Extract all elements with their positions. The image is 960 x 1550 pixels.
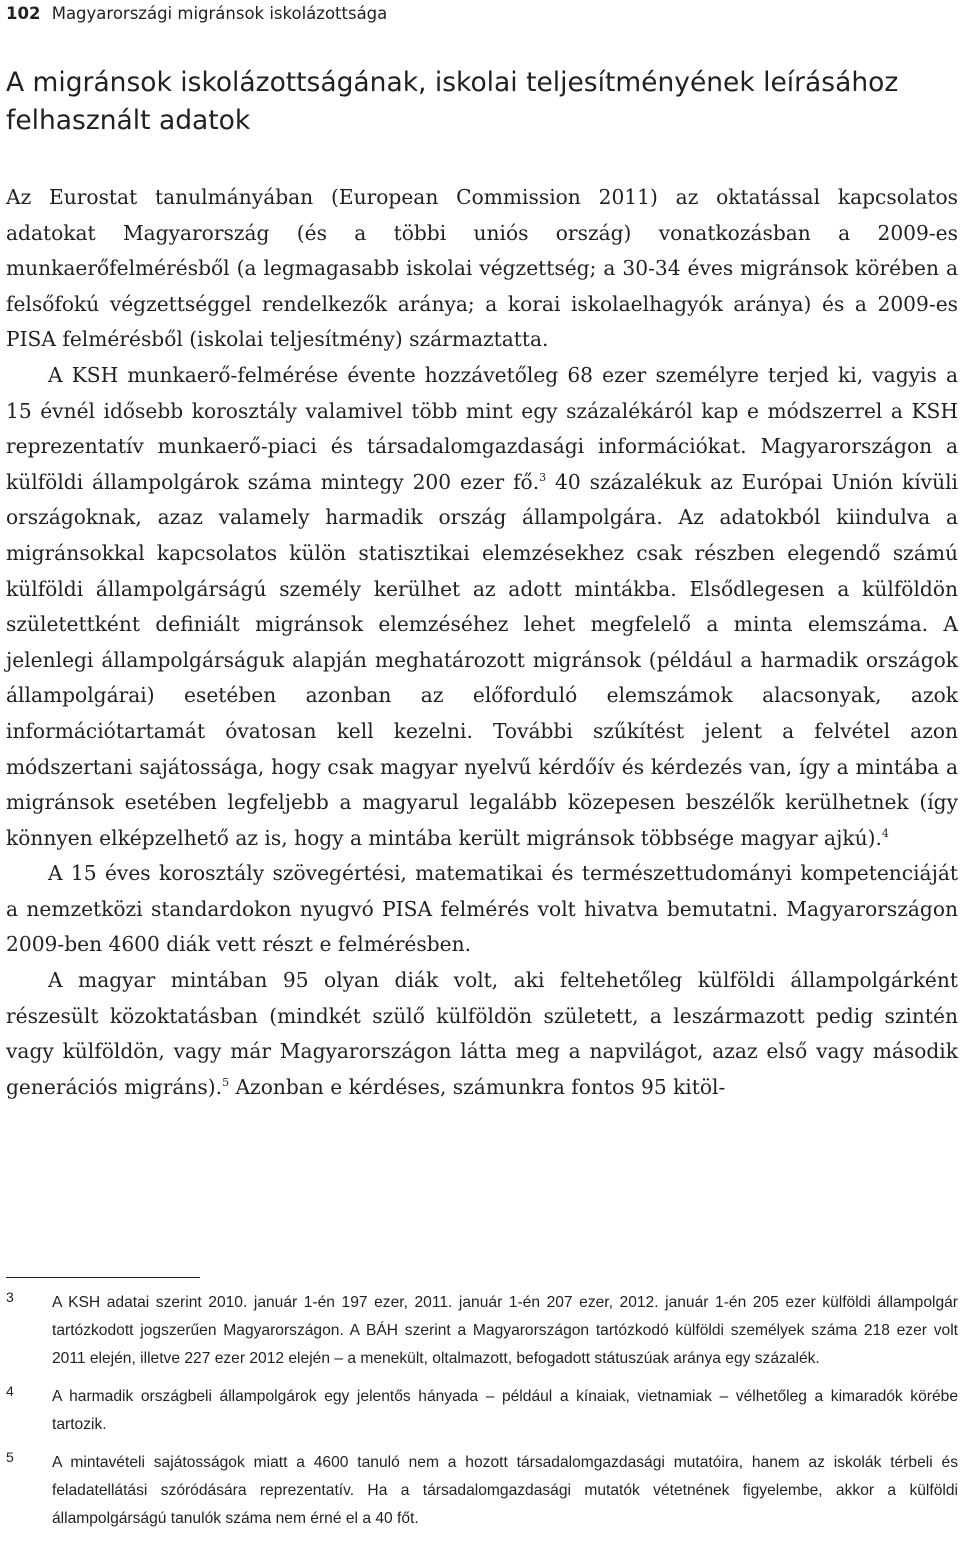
- footnote-5: [6, 1449, 958, 1533]
- footnote-text: A mintavételi sajátosságok miatt a 4600 tanuló nem a hozott társadalomgazdasági mutatóira, hanem az iskolák térbeli és feladatellátási szóródására reprezentatív. Ha a társadalomgazdasági mutatók vétetnének figyelembe, akkor a külföldi állampolgárságú tanulók száma nem érné el a 40 főt.: [52, 1454, 958, 1527]
- paragraph-2-text-b: 40 százalékuk az Európai Unión kívüli országoknak, azaz valamely harmadik ország állampolgára. Az adatokból kiindulva a migránsokkal kapcsolatos külön statisztikai elemzésekhez csak részben elegendő számú külföldi állampolgárságú személy kerülhet az adott mintákba. Elsődlegesen a külföldön születettként definiált migránsok elemzéséhez lehet megfelelő a minta elemszáma. A jelenlegi állampolgárságuk alapján meghatározott migránsok (például a harmadik országok állampolgárai) esetében azonban az előforduló elemszámok alacsonyak, azok információtartamát óvatosan kell kezelni. További szűkítést jelent a felvétel azon módszertani sajátossága, hogy csak magyar nyelvű kérdőív és kérdezés van, így a mintába a migránsok esetében legfeljebb a magyarul legalább közepesen beszélők kerülhetnek (így könnyen elképzelhető az is, hogy a mintába került migránsok többsége magyar ajkú).: [6, 469, 959, 850]
- running-header: [6, 3, 387, 25]
- footnote-number: 3: [6, 1289, 14, 1305]
- footnote-4: [6, 1383, 958, 1439]
- running-title: Magyarországi migránsok iskolázottsága: [51, 4, 388, 23]
- footnote-number: 5: [6, 1449, 14, 1465]
- paragraph-1: Az Eurostat tanulmányában (European Commission 2011) az oktatással kapcsolatos adatokat Magyarország (és a többi uniós ország) vonatkozásban a 2009-es munkaerőfelmérésből (a legmagasabb iskolai végzettség; a 30-34 éves migránsok körében a felsőfokú végzettséggel rendelkezők aránya; a korai iskolaelhagyók aránya) és a 2009-es PISA felmérésből (iskolai teljesítmény) származtatta.: [6, 185, 958, 352]
- page-number: 102: [6, 4, 41, 23]
- paragraph-2: [6, 358, 958, 856]
- footnote-ref-4[interactable]: 4: [881, 826, 889, 840]
- footnote-3: [6, 1289, 958, 1373]
- footnote-text: A harmadik országbeli állampolgárok egy jelentős hányada – például a kínaiak, vietnamiak – vélhetőleg a kimaradók körébe tartozik.: [52, 1388, 958, 1433]
- section-title: A migránsok iskolázottságának, iskolai teljesítményének leírásához felhasznált adatok: [6, 67, 899, 136]
- footnote-text: A KSH adatai szerint 2010. január 1-én 197 ezer, 2011. január 1-én 207 ezer, 2012. január 1-én 205 ezer külföldi állampolgár tartózkodott jogszerűen Magyarországon. A BÁH szerint a Magyarországon tartózkodó külföldi személyek száma 218 ezer volt 2011 elején, illetve 227 ezer 2012 elején – a menekült, oltalmazott, befogadott státuszúak aránya egy százalék.: [52, 1294, 958, 1367]
- footnote-ref-3[interactable]: 3: [539, 470, 547, 484]
- paragraph-2-text-a: A KSH munkaerő-felmérése évente hozzávetőleg 68 ezer személyre terjed ki, vagyis a 15 évnél idősebb korosztály valamivel több mint egy százalékáról kap e módszerrel a KSH reprezentatív munkaerő-piaci és társadalomgazdasági információkat. Magyarországon a külföldi állampolgárok száma mintegy 200 ezer fő.: [6, 362, 958, 494]
- paragraph-4-text-a: A magyar mintában 95 olyan diák volt, aki feltehetőleg külföldi állampolgárként részesült közoktatásban (mindkét szülő külföldön született, a leszármazott pedig szintén vagy külföldön, vagy már Magyarországon látta meg a napvilágot, azaz első vagy második generációs migráns).: [6, 968, 958, 1099]
- body-text: [6, 180, 958, 1105]
- footnote-number: 4: [6, 1383, 14, 1399]
- paragraph-4-text-b: Azonban e kérdéses, számunkra fontos 95 kitöl-: [229, 1074, 726, 1099]
- paragraph-3: A 15 éves korosztály szövegértési, matematikai és természettudományi kompetenciáját a nemzetközi standardokon nyugvó PISA felmérés volt hivatva bemutatni. Magyarországon 2009-ben 4600 diák vett részt e felmérésben.: [6, 861, 958, 957]
- footnotes: [6, 1289, 958, 1543]
- footnote-divider: [6, 1277, 200, 1278]
- footnote-ref-5[interactable]: 5: [222, 1075, 230, 1089]
- paragraph-4: [6, 963, 958, 1105]
